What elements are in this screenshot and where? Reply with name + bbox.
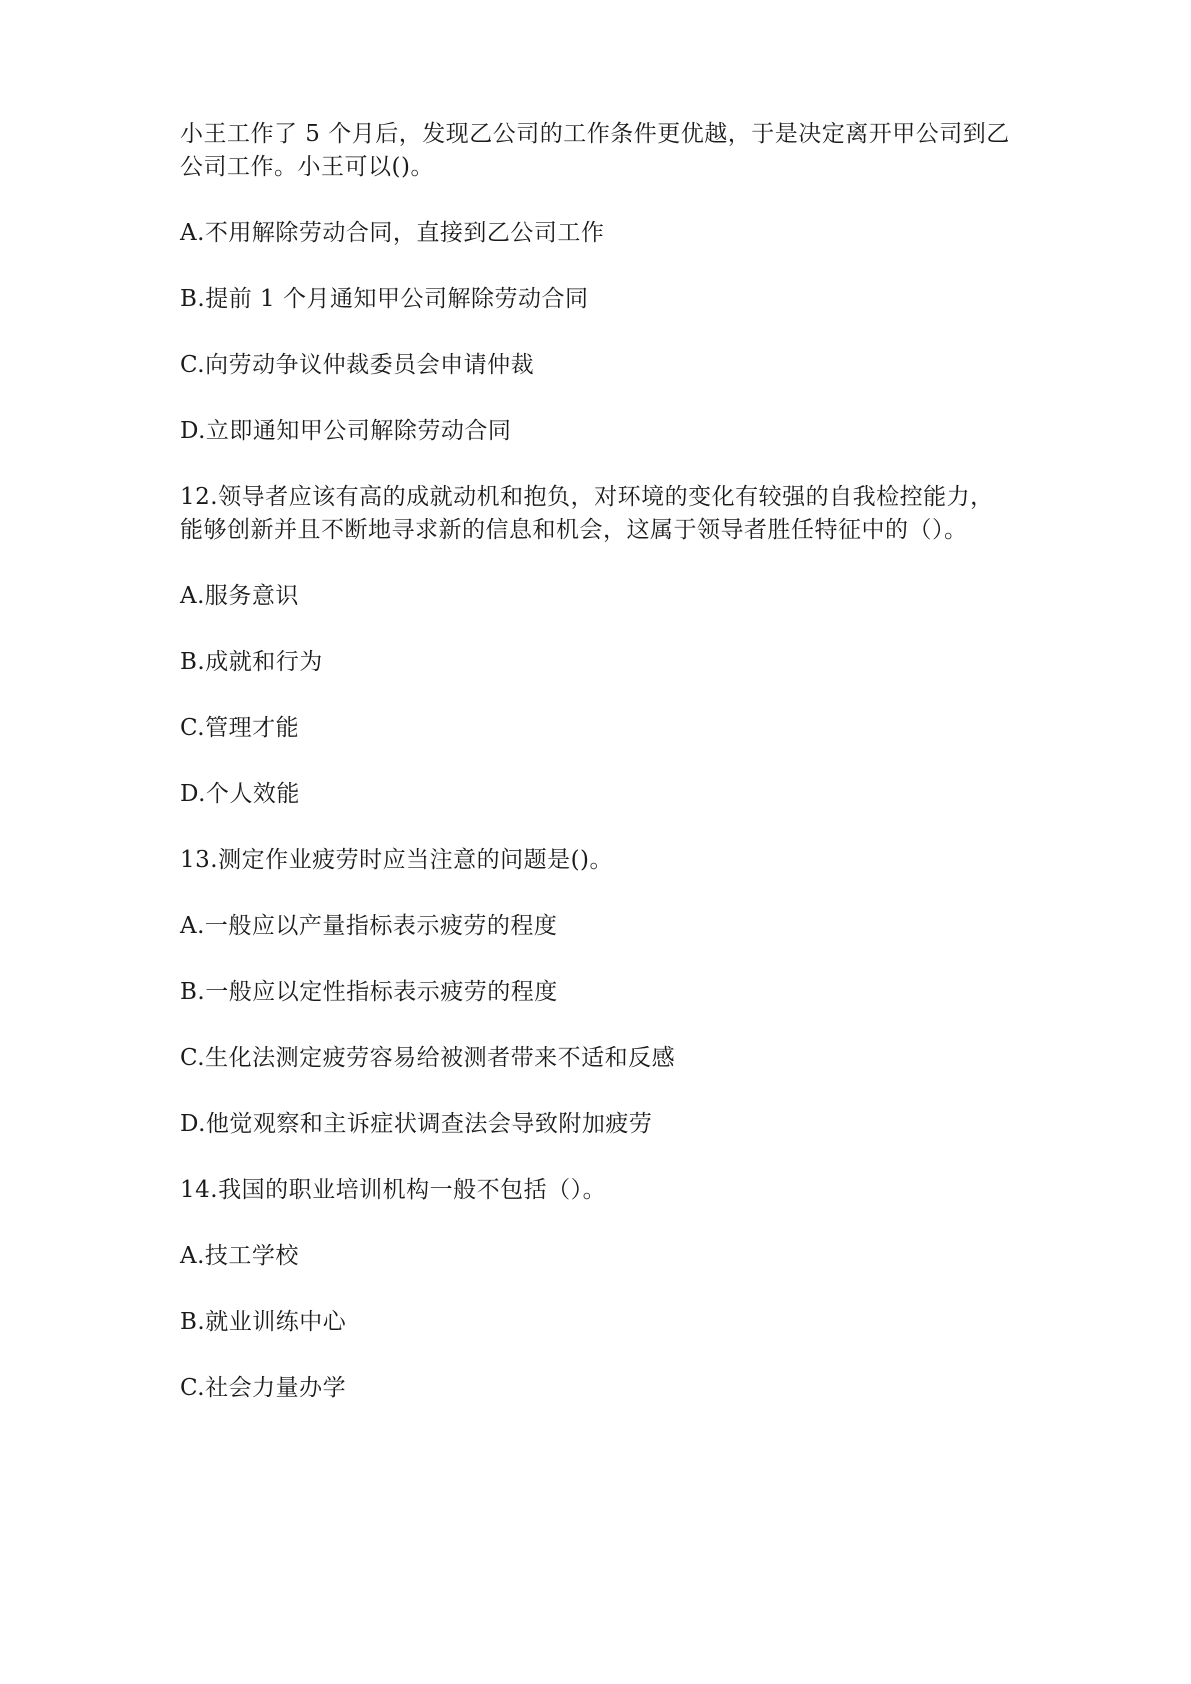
question-13-stem [180, 844, 1030, 877]
option-d: D.立即通知甲公司解除劳动合同 [180, 418, 512, 444]
option-c: C.生化法测定疲劳容易给被测者带来不适和反感 [180, 1045, 676, 1071]
question-14-stem [180, 1174, 1030, 1207]
option-a: A.一般应以产量指标表示疲劳的程度 [180, 913, 558, 939]
stem-line: 12.领导者应该有高的成就动机和抱负，对环境的变化有较强的自我检控能力， [180, 484, 994, 510]
option-b: B.提前 1 个月通知甲公司解除劳动合同 [180, 286, 589, 312]
question-12-stem [180, 481, 1030, 547]
option-b: B.成就和行为 [180, 649, 323, 675]
option-b: B.就业训练中心 [180, 1309, 347, 1335]
option-d: D.个人效能 [180, 781, 300, 807]
option-d: D.他觉观察和主诉症状调查法会导致附加疲劳 [180, 1111, 653, 1137]
stem-line: 13.测定作业疲劳时应当注意的问题是()。 [180, 847, 614, 873]
option-a: A.不用解除劳动合同，直接到乙公司工作 [180, 220, 605, 246]
document-page [180, 118, 1030, 1438]
stem-line: 公司工作。小王可以()。 [180, 154, 434, 180]
stem-line: 14.我国的职业培训机构一般不包括（）。 [180, 1177, 607, 1203]
option-a: A.服务意识 [180, 583, 299, 609]
option-b: B.一般应以定性指标表示疲劳的程度 [180, 979, 558, 1005]
option-a: A.技工学校 [180, 1243, 299, 1269]
stem-line: 小王工作了 5 个月后，发现乙公司的工作条件更优越，于是决定离开甲公司到乙 [180, 121, 1010, 147]
option-c: C.管理才能 [180, 715, 300, 741]
question-intro-stem [180, 118, 1030, 184]
stem-line: 能够创新并且不断地寻求新的信息和机会，这属于领导者胜任特征中的（）。 [180, 517, 968, 543]
option-c: C.社会力量办学 [180, 1375, 347, 1401]
option-c: C.向劳动争议仲裁委员会申请仲裁 [180, 352, 535, 378]
